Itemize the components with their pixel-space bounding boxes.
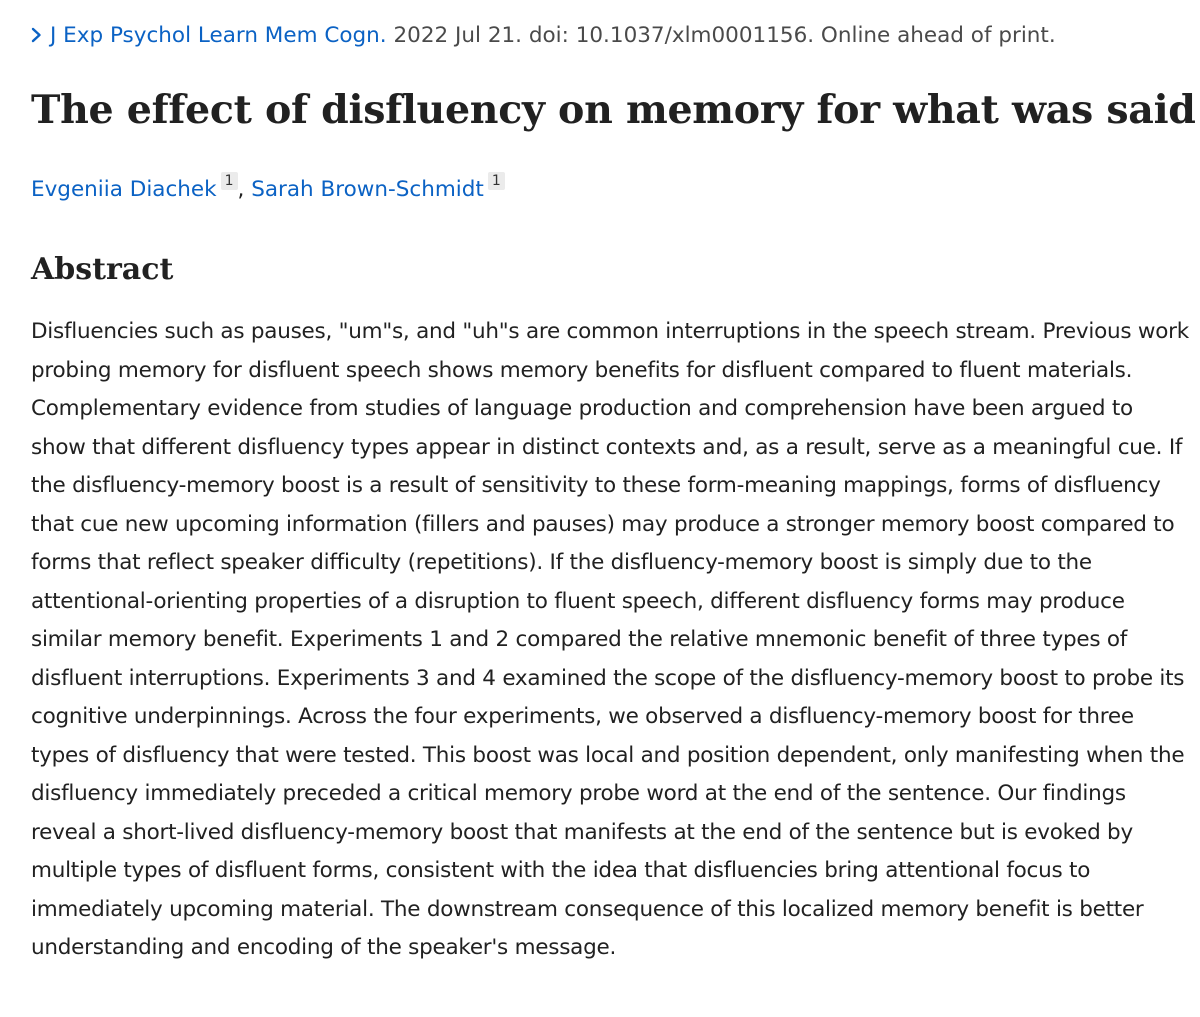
citation-details: 2022 Jul 21. doi: 10.1037/xlm0001156. Online ahead of print.: [393, 23, 1056, 48]
abstract-heading: Abstract: [31, 252, 174, 287]
author-list: [31, 172, 505, 206]
affiliation-badge[interactable]: 1: [221, 172, 238, 190]
author-link[interactable]: Sarah Brown-Schmidt: [251, 177, 484, 202]
author-link[interactable]: Evgeniia Diachek: [31, 177, 217, 202]
journal-link[interactable]: J Exp Psychol Learn Mem Cogn.: [50, 23, 387, 48]
author-separator: ,: [237, 177, 245, 202]
chevron-right-icon[interactable]: [31, 22, 42, 50]
abstract-text: Disfluencies such as pauses, "um"s, and "uh"s are common interruptions in the speech stream. Previous work probing memory for disfluent speech shows memory benefits for disfluent compared to fluent materials. Complementary evidence from studies of language production and comprehension have been argued to show that different disfluency types appear in distinct contexts and, as a result, serve as a meaningful cue. If the disfluency-memory boost is a result of sensitivity to these form-meaning mappings, forms of disfluency that cue new upcoming information (fillers and pauses) may produce a stronger memory boost compared to forms that reflect speaker difficulty (repetitions). If the disfluency-memory boost is simply due to the attentional-orienting properties of a disruption to fluent speech, different disfluency forms may produce similar memory benefit. Experiments 1 and 2 compared the relative mnemonic benefit of three types of disfluent interruptions. Experiments 3 and 4 examined the scope of the disfluency-memory boost to probe its cognitive underpinnings. Across the four experiments, we observed a disfluency-memory boost for three types of disfluency that were tested. This boost was local and position dependent, only manifesting when the disfluency immediately preceded a critical memory probe word at the end of the sentence. Our findings reveal a short-lived disfluency-memory boost that manifests at the end of the sentence but is evoked by multiple types of disfluent forms, consistent with the idea that disfluencies bring attentional focus to immediately upcoming material. The downstream consequence of this localized memory benefit is better understanding and encoding of the speaker's message.: [31, 319, 1189, 960]
article-title: The effect of disfluency on memory for what was said: [31, 87, 1196, 133]
affiliation-badge[interactable]: 1: [488, 172, 505, 190]
citation-line: [31, 22, 1056, 50]
